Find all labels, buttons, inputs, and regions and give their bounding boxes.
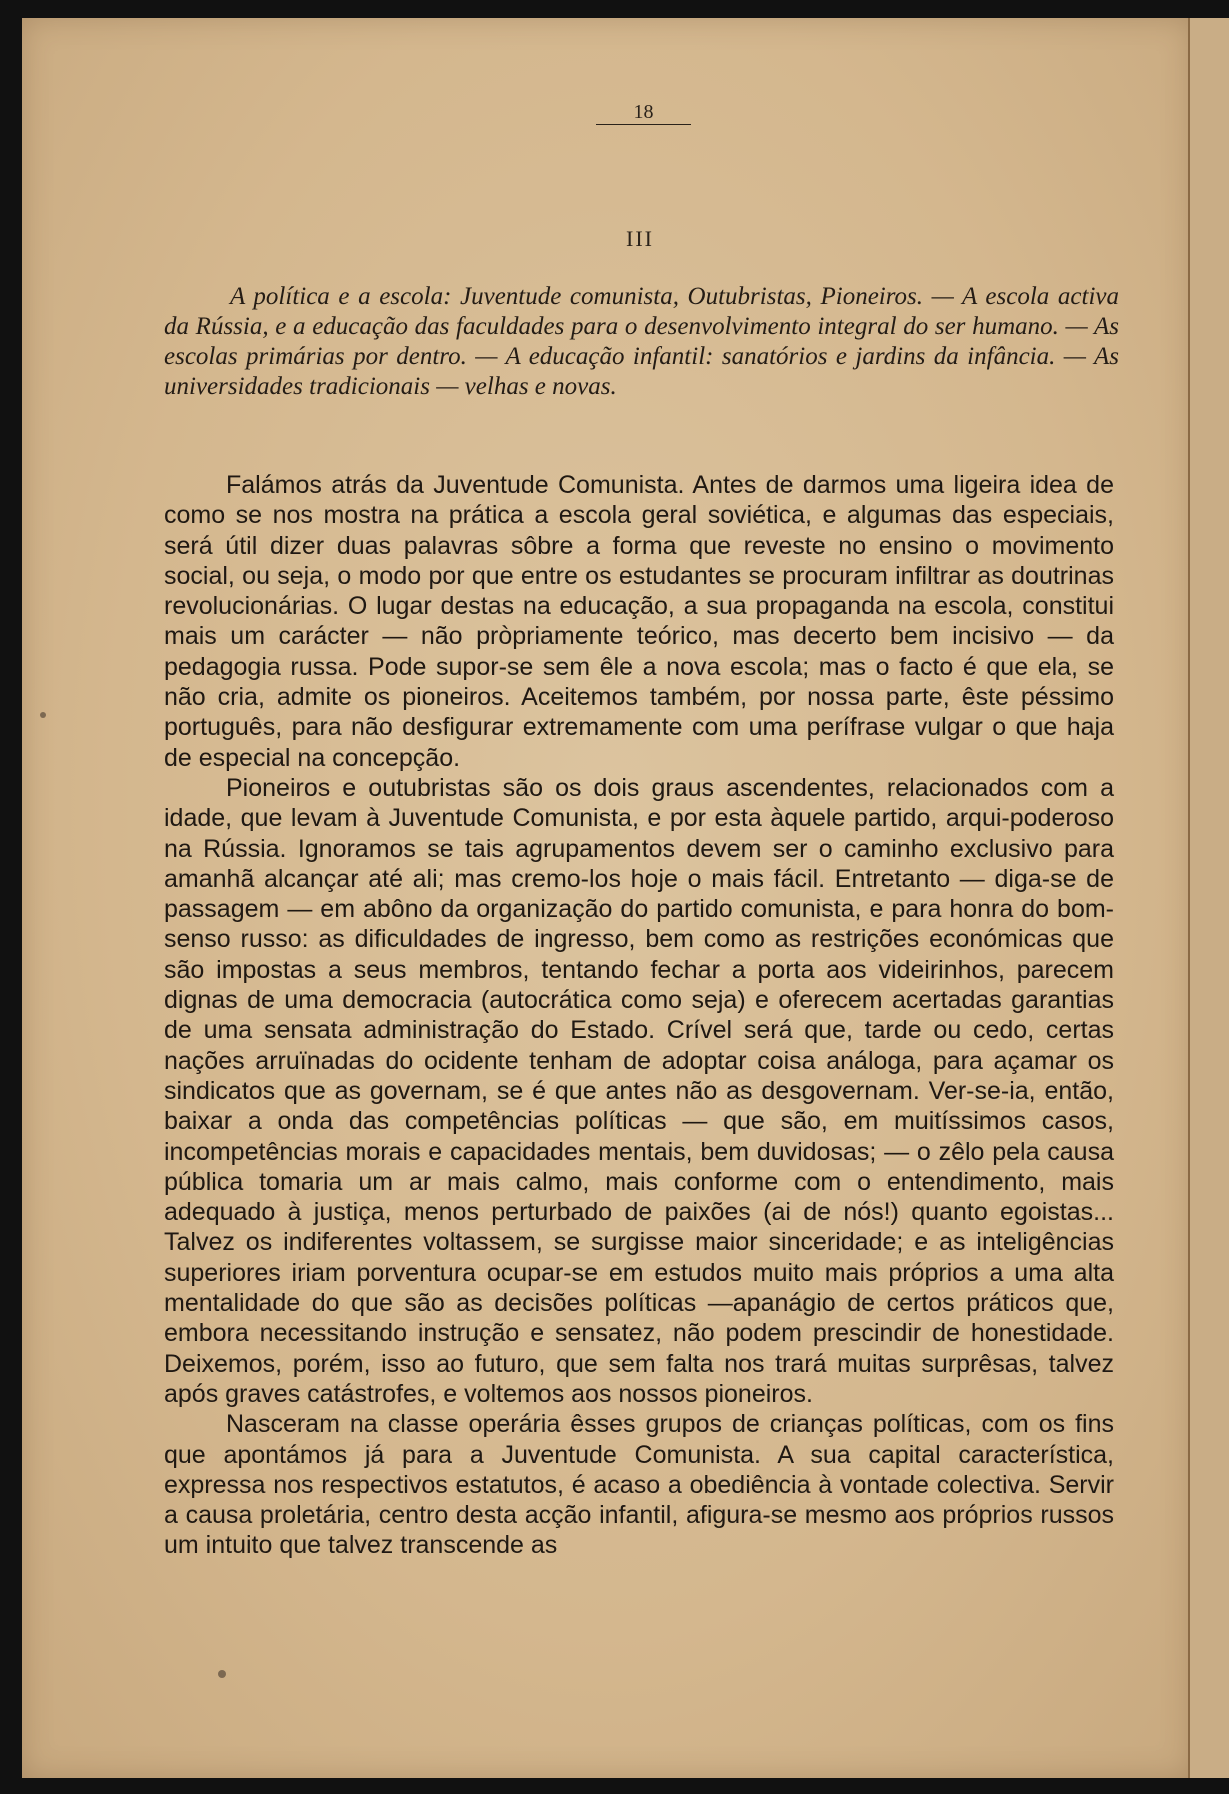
ink-spot (40, 712, 46, 718)
page-edge (1188, 18, 1229, 1778)
body-text (164, 470, 1114, 1561)
chapter-summary (164, 282, 1119, 402)
paragraph-1: Falámos atrás da Juventude Comunista. Antes de darmos uma ligeira idea de como se nos mostra na prática a escola geral soviética, e algumas das especiais, será útil dizer duas palavras sôbre a forma que reveste no ensino o movimento social, ou seja, o modo por que entre os estudantes se procuram infiltrar as doutrinas revolucionárias. O lugar destas na educação, a sua propaganda na escola, constitui mais um carácter — não pròpriamente teórico, mas decerto bem incisivo — da pedagogia russa. Pode supor-se sem êle a nova escola; mas o facto é que ela, se não cria, admite os pioneiros. Aceitemos também, por nossa parte, êste péssimo português, para não desfigurar extremamente com uma perífrase vulgar o que haja de especial na concepção. (164, 471, 1114, 772)
page-number: 18 (596, 100, 691, 125)
summary-text: A política e a escola: Juventude comunista, Outubristas, Pioneiros. — A escola activa da Rússia, e a educação das faculdades para o desenvolvimento integral do ser humano. — As escolas primárias por dentro. — A educação infantil: sanatórios e jardins da infância. — As universidades tradicionais — velhas e novas. (164, 283, 1119, 400)
chapter-heading: III (626, 226, 654, 251)
paragraph-2: Pioneiros e outubristas são os dois graus ascendentes, relacionados com a idade, que levam à Juventude Comunista, e por esta àquele partido, arqui-poderoso na Rússia. Ignoramos se tais agrupamentos devem ser o caminho exclusivo para amanhã alcançar até ali; mas cremo-los hoje o mais fácil. Entretanto — diga-se de passagem — em abôno da organização do partido comunista, e para honra do bom-senso russo: as dificuldades de ingresso, bem como as restrições económicas que são impostas a seus membros, tentando fechar a porta aos videirinhos, parecem dignas de uma democracia (autocrática como seja) e oferecem acertadas garantias de uma sensata administração do Estado. Crível será que, tarde ou cedo, certas nações arruïnadas do ocidente tenham de adoptar coisa análoga, para açamar os sindicatos que as governam, se é que antes não as desgovernam. Ver-se-ia, então, baixar a onda das competências políticas — que são, em muitíssimos casos, incompetências morais e capacidades mentais, bem duvidosas; — o zêlo pela causa pública tomaria um ar mais calmo, mais conforme com o entendimento, mais adequado à justiça, menos perturbado de paixões (ai de nós!) quanto egoistas... Talvez os indiferentes voltassem, se surgisse maior sinceridade; e as inteligências superiores iriam porventura ocupar-se em estudos muito mais próprios a uma alta mentalidade do que são as decisões políticas —apanágio de certos práticos que, embora necessitando instrução e sensatez, não podem prescindir de honestidade. Deixemos, porém, isso ao futuro, que sem falta nos trará muitas surprêsas, talvez após graves catástrofes, e voltemos aos nossos pioneiros. (164, 773, 1114, 1408)
ink-spot (218, 1670, 226, 1678)
paragraph-3: Nasceram na classe operária êsses grupos de crianças políticas, com os fins que apontámos já para a Juventude Comunista. A sua capital característica, expressa nos respectivos estatutos, é acaso a obediência à vontade colectiva. Servir a causa proletária, centro desta acção infantil, afigura-se mesmo aos próprios russos um intuito que talvez transcende as (164, 1410, 1114, 1560)
